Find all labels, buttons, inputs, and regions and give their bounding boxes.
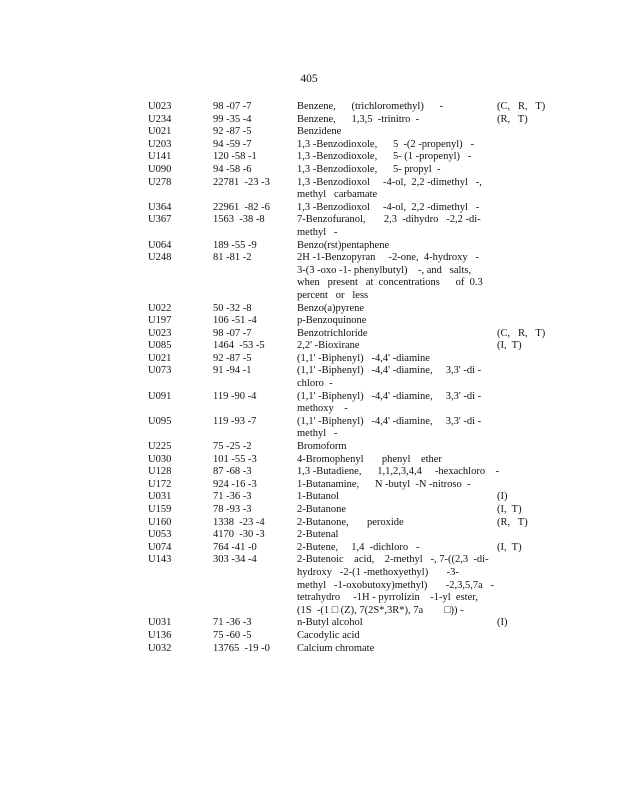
substance-name <box>297 328 487 341</box>
cas-number: 101 -55 -3 <box>213 453 257 465</box>
cas-number: 94 -58 -6 <box>213 163 252 175</box>
waste-code: U031 <box>148 491 172 503</box>
hazard-code: (R, T) <box>497 113 528 125</box>
substance-name <box>297 542 487 555</box>
substance-name <box>297 479 487 492</box>
hazard-code: (C, R, T) <box>497 327 546 339</box>
substance-name <box>297 554 495 617</box>
substance-name-line: (1,1' -Biphenyl) -4,4' -diamine, 3,3' -di - <box>297 365 482 377</box>
cas-number: 22781 -23 -3 <box>213 176 270 188</box>
substance-name-line: methyl -1-oxobutoxy)methyl) -2,3,5,7a - <box>297 579 495 591</box>
table-row <box>0 303 618 316</box>
substance-name <box>297 114 487 127</box>
table-row <box>0 454 618 467</box>
waste-code: U064 <box>148 239 172 251</box>
cas-number: 303 -34 -4 <box>213 554 257 566</box>
substance-name <box>297 101 487 114</box>
substance-name-line: 2-Butenoic acid, 2-methyl -, 7-((2,3 -di- <box>297 554 489 566</box>
cas-number: 75 -60 -5 <box>213 629 252 641</box>
substance-name <box>297 643 487 656</box>
table-row <box>0 126 618 139</box>
substance-name-line: Benzotrichloride <box>297 327 368 339</box>
hazard-code: (I) <box>497 617 508 629</box>
substance-name <box>297 151 487 164</box>
substance-name-line: Cacodylic acid <box>297 629 360 641</box>
waste-code: U159 <box>148 504 172 515</box>
substance-name <box>297 214 487 239</box>
cas-number: 189 -55 -9 <box>213 239 257 251</box>
waste-code: U030 <box>148 453 172 465</box>
table-row <box>0 139 618 152</box>
cas-number: 75 -25 -2 <box>213 441 252 453</box>
substance-name-line: 2-Butanone, peroxide <box>297 516 404 528</box>
waste-code: U074 <box>148 541 172 553</box>
hazard-code: (I, T) <box>497 340 522 352</box>
cas-number: 94 -59 -7 <box>213 138 252 150</box>
cas-number: 119 -93 -7 <box>213 415 257 427</box>
table-row <box>0 114 618 127</box>
substance-name-line: (1,1' -Biphenyl) -4,4' -diamine <box>297 352 430 364</box>
substance-name-line: percent or less <box>297 289 369 301</box>
substance-name <box>297 365 487 390</box>
cas-number: 71 -36 -3 <box>213 617 252 629</box>
cas-number: 98 -07 -7 <box>213 101 252 112</box>
substance-name <box>297 164 487 177</box>
substance-name <box>297 202 487 215</box>
waste-code: U090 <box>148 163 172 175</box>
cas-number: 119 -90 -4 <box>213 390 257 402</box>
substance-name <box>297 340 487 353</box>
waste-code: U023 <box>148 101 172 112</box>
substance-name <box>297 139 487 152</box>
cas-number: 71 -36 -3 <box>213 491 252 503</box>
table-row <box>0 466 618 479</box>
cas-number: 50 -32 -8 <box>213 302 252 314</box>
cas-number: 764 -41 -0 <box>213 541 257 553</box>
table-row <box>0 517 618 530</box>
substance-name-line: Benzo(a)pyrene <box>297 302 365 314</box>
table-row <box>0 617 618 630</box>
waste-code: U023 <box>148 327 172 339</box>
table-row <box>0 630 618 643</box>
substance-name-line: hydroxy -2-(1 -methoxyethyl) -3- <box>297 566 459 578</box>
table-row <box>0 315 618 328</box>
substance-name-line: methyl carbamate <box>297 189 378 201</box>
substance-name-line: when present at concentrations of 0.3 <box>297 277 483 289</box>
page-number: 405 <box>300 73 318 85</box>
waste-code: U091 <box>148 390 172 402</box>
waste-code: U234 <box>148 113 172 125</box>
waste-code: U136 <box>148 629 172 641</box>
waste-code: U225 <box>148 441 172 453</box>
substance-name-line: 1,3 -Butadiene, 1,1,2,3,4,4 -hexachloro - <box>297 466 500 478</box>
substance-name-line: Benzene, 1,3,5 -trinitro - <box>297 113 420 125</box>
table-row <box>0 240 618 253</box>
substance-name <box>297 504 487 517</box>
table-row <box>0 340 618 353</box>
waste-code: U172 <box>148 478 172 490</box>
table-row <box>0 353 618 366</box>
waste-code: U367 <box>148 214 172 226</box>
cas-number: 924 -16 -3 <box>213 478 257 490</box>
substance-name-line: 1,3 -Benzodioxol -4-ol, 2,2 -dimethyl -, <box>297 176 482 188</box>
waste-code: U095 <box>148 415 172 427</box>
hazard-code: (C, R, T) <box>497 101 546 112</box>
waste-code: U032 <box>148 642 172 654</box>
substance-name-line: n-Butyl alcohol <box>297 617 363 629</box>
table-row <box>0 164 618 177</box>
waste-code: U364 <box>148 201 172 213</box>
substance-name <box>297 617 487 630</box>
waste-code: U021 <box>148 352 172 364</box>
waste-code: U160 <box>148 516 172 528</box>
waste-code: U022 <box>148 302 172 314</box>
substance-name-line: 2-Butenal <box>297 529 339 541</box>
substance-name-line: 1-Butanol <box>297 491 339 503</box>
substance-name <box>297 416 487 441</box>
cas-number: 98 -07 -7 <box>213 327 252 339</box>
substance-name-line: Calcium chromate <box>297 642 375 654</box>
waste-code: U248 <box>148 252 172 264</box>
waste-code: U278 <box>148 176 172 188</box>
waste-code: U143 <box>148 554 172 566</box>
substance-name-line: 1-Butanamine, N -butyl -N -nitroso - <box>297 478 471 490</box>
table-row <box>0 643 618 656</box>
cas-number: 1563 -38 -8 <box>213 214 265 226</box>
table-row <box>0 504 618 517</box>
substance-name-line: (1,1' -Biphenyl) -4,4' -diamine, 3,3' -di - <box>297 415 482 427</box>
waste-code: U021 <box>148 126 172 138</box>
substance-name-line: 2-Butene, 1,4 -dichloro - <box>297 541 420 553</box>
substance-name-line: Benzo(rst)pentaphene <box>297 239 390 251</box>
substance-name <box>297 491 487 504</box>
cas-number: 106 -51 -4 <box>213 315 257 327</box>
substance-name <box>297 517 487 530</box>
waste-code: U203 <box>148 138 172 150</box>
cas-number: 1338 -23 -4 <box>213 516 265 528</box>
cas-number: 78 -93 -3 <box>213 504 252 515</box>
substance-name-line: 1,3 -Benzodioxole, 5- (1 -propenyl) - <box>297 151 472 163</box>
hazard-code: (I, T) <box>497 541 522 553</box>
cas-number: 22961 -82 -6 <box>213 201 270 213</box>
substance-name <box>297 441 487 454</box>
waste-code: U197 <box>148 315 172 327</box>
substance-name-line: 2-Butanone <box>297 504 346 515</box>
cas-number: 92 -87 -5 <box>213 126 252 138</box>
substance-name-line: 3-(3 -oxo -1- phenylbutyl) -, and salts, <box>297 264 472 276</box>
substance-name-line: chloro - <box>297 378 333 390</box>
waste-code-table <box>0 101 618 655</box>
substance-name <box>297 391 487 416</box>
substance-name-line: 1,3 -Benzodioxole, 5- propyl - <box>297 163 441 175</box>
table-row <box>0 479 618 492</box>
cas-number: 99 -35 -4 <box>213 113 252 125</box>
substance-name-line: 2,2' -Bioxirane <box>297 340 360 352</box>
substance-name-line: Benzene, (trichloromethyl) - <box>297 101 444 112</box>
substance-name <box>297 315 487 328</box>
cas-number: 92 -87 -5 <box>213 352 252 364</box>
table-row <box>0 328 618 341</box>
substance-name-line: 7-Benzofuranol, 2,3 -dihydro -2,2 -di- <box>297 214 481 226</box>
waste-code: U085 <box>148 340 172 352</box>
substance-name <box>297 630 487 643</box>
substance-name-line: methyl - <box>297 428 338 440</box>
substance-name-line: p-Benzoquinone <box>297 315 367 327</box>
substance-name-line: (1,1' -Biphenyl) -4,4' -diamine, 3,3' -di - <box>297 390 482 402</box>
table-row <box>0 151 618 164</box>
substance-name-line: tetrahydro -1H - pyrrolizin -1-yl ester, <box>297 592 478 604</box>
table-row <box>0 101 618 114</box>
table-row <box>0 214 618 239</box>
cas-number: 120 -58 -1 <box>213 151 257 163</box>
table-row <box>0 252 618 302</box>
substance-name-line: methyl - <box>297 226 338 238</box>
substance-name <box>297 466 500 479</box>
substance-name <box>297 240 487 253</box>
substance-name <box>297 303 487 316</box>
substance-name <box>297 252 487 302</box>
waste-code: U073 <box>148 365 172 377</box>
table-row <box>0 391 618 416</box>
table-row <box>0 491 618 504</box>
hazard-code: (I) <box>497 491 508 503</box>
substance-name-line: Bromoform <box>297 441 347 453</box>
substance-name-line: (1S -(1 □ (Z), 7(2S*,3R*), 7a □)) - <box>297 604 464 616</box>
substance-name-line: 4-Bromophenyl phenyl ether <box>297 453 442 465</box>
hazard-code: (I, T) <box>497 504 522 515</box>
substance-name <box>297 454 487 467</box>
substance-name-line: 1,3 -Benzodioxol -4-ol, 2,2 -dimethyl - <box>297 201 480 213</box>
waste-code: U128 <box>148 466 172 478</box>
cas-number: 81 -81 -2 <box>213 252 252 264</box>
table-row <box>0 529 618 542</box>
substance-name <box>297 126 487 139</box>
substance-name-line: methoxy - <box>297 403 348 415</box>
table-row <box>0 177 618 202</box>
hazard-code: (R, T) <box>497 516 528 528</box>
cas-number: 13765 -19 -0 <box>213 642 270 654</box>
waste-code: U053 <box>148 529 172 541</box>
waste-code: U141 <box>148 151 172 163</box>
cas-number: 4170 -30 -3 <box>213 529 265 541</box>
substance-name <box>297 529 487 542</box>
table-row <box>0 365 618 390</box>
table-row <box>0 202 618 215</box>
cas-number: 91 -94 -1 <box>213 365 252 377</box>
substance-name-line: 1,3 -Benzodioxole, 5 -(2 -propenyl) - <box>297 138 474 150</box>
waste-code: U031 <box>148 617 172 629</box>
substance-name-line: 2H -1-Benzopyran -2-one, 4-hydroxy - <box>297 252 479 264</box>
cas-number: 87 -68 -3 <box>213 466 252 478</box>
substance-name-line: Benzidene <box>297 126 342 138</box>
substance-name <box>297 353 487 366</box>
table-row <box>0 416 618 441</box>
substance-name <box>297 177 487 202</box>
table-row <box>0 542 618 555</box>
table-row <box>0 441 618 454</box>
cas-number: 1464 -53 -5 <box>213 340 265 352</box>
table-row <box>0 554 618 617</box>
